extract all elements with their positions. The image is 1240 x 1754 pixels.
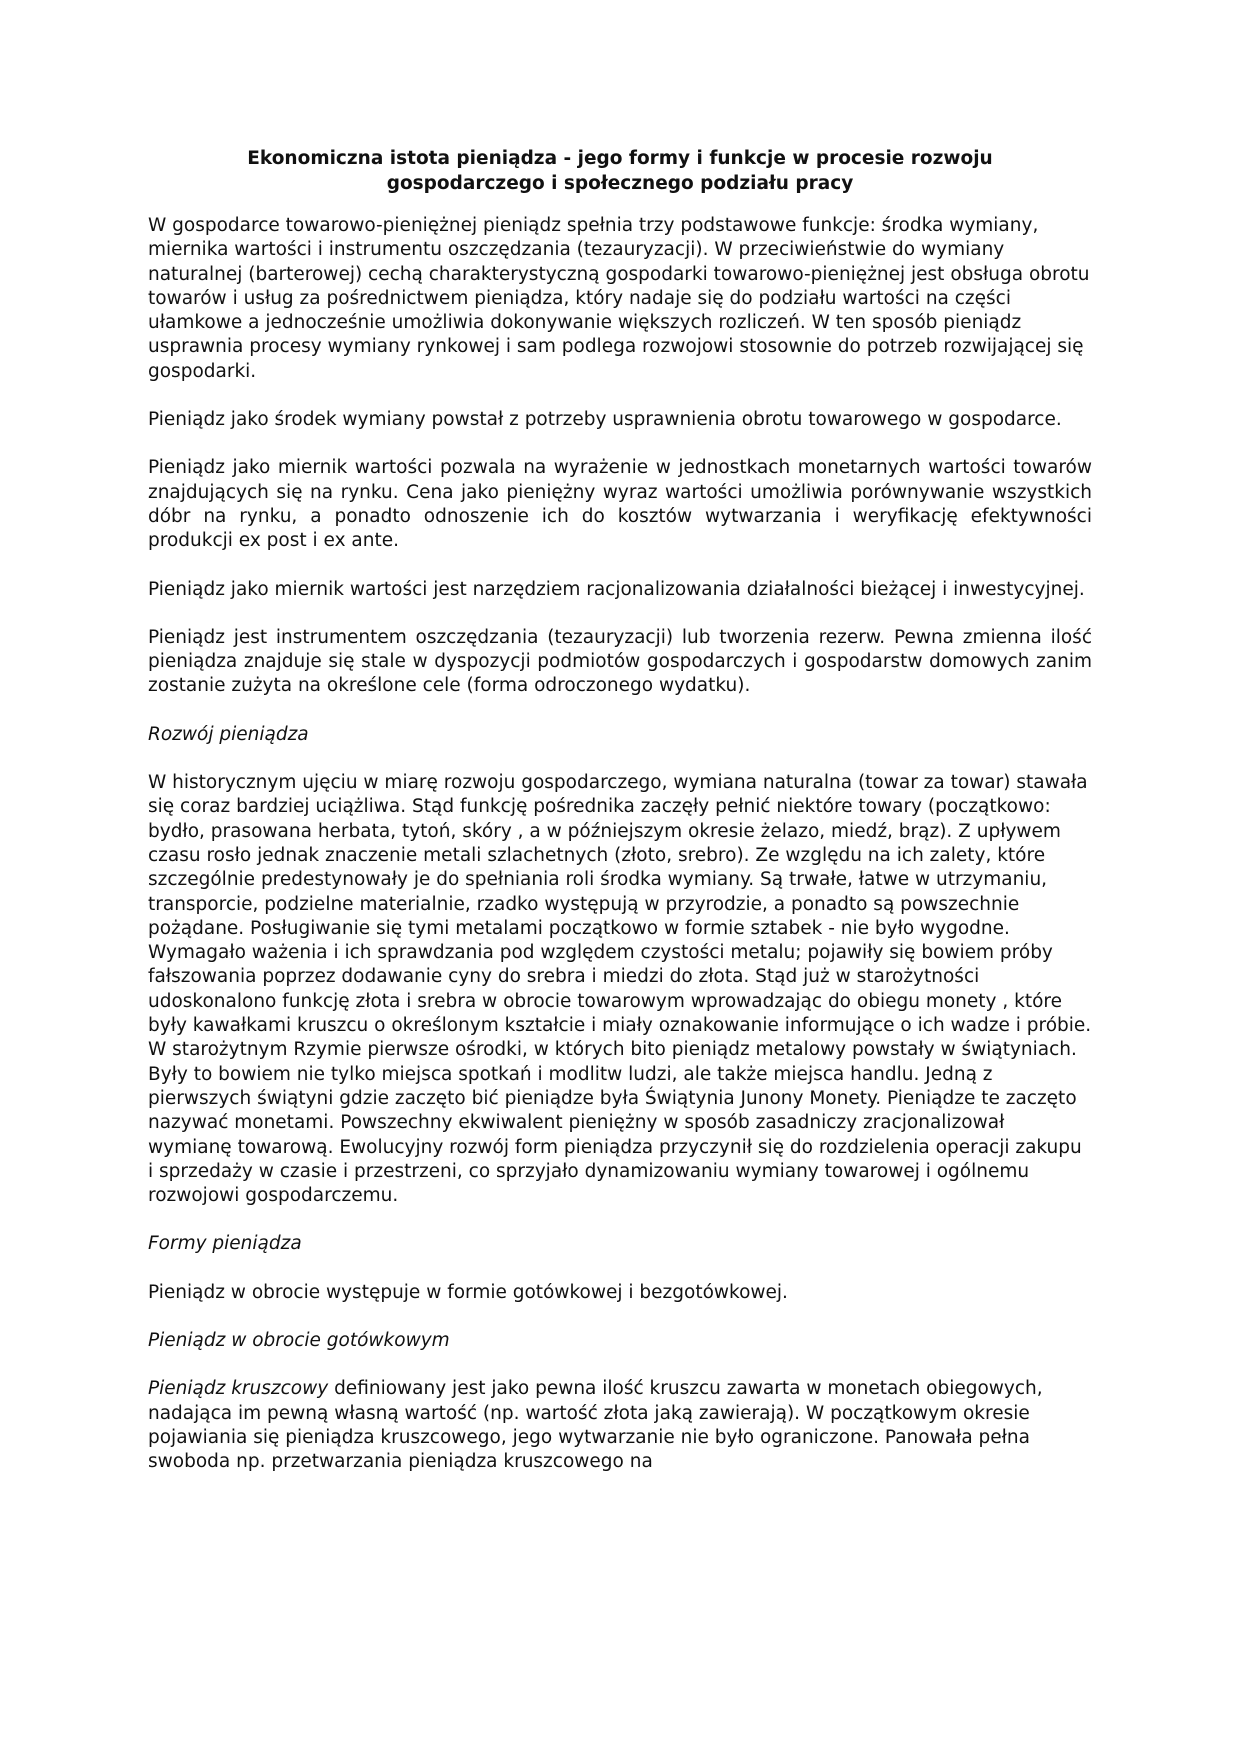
heading-forms: Formy pieniądza (148, 1233, 302, 1255)
paragraph-history: W historycznym ujęciu w miarę rozwoju gospodarczego, wymiana naturalna (towar za towar) stawała się coraz bardziej uciążliwa. Stąd funkcję pośrednika zaczęły pełnić niektóre towary (początkowo: bydło, prasowana herbata, tytoń, skóry , a w późniejszym okresie żelazo, miedź, brąz). Z upływem czasu rosło jednak znaczenie metali szlachetnych (złoto, srebro). Ze względu na ich zalety, które szczególnie predestynowały je do spełniania roli środka wymiany. Są trwałe, łatwe w utrzymaniu, transporcie, podzielne materialnie, rzadko występują w przyrodzie, a ponadto są powszechnie pożądane. Posługiwanie się tymi metalami początkowo w formie sztabek - nie było wygodne. Wymagało ważenia i ich sprawdzania pod względem czystości metalu; pojawiły się bowiem próby fałszowania poprzez dodawanie cyny do srebra i miedzi do złota. Stąd już w starożytności udoskonalono funkcję złota i srebra w obrocie towarowym wprowadzając do obiegu monety , które były kawałkami kruszcu o określonym kształcie i miały oznakowanie informujące o ich wadze i próbie. W starożytnym Rzymie pierwsze ośrodki, w których bito pieniądz metalowy powstały w świątyniach. Były to bowiem nie tylko miejsca spotkań i modlitw ludzi, ale także miejsca handlu. Jedną z pierwszych świątyni gdzie zaczęto bić pieniądze była Świątynia Junony Monety. Pieniądze te zaczęto nazywać monetami. Powszechny ekwiwalent pieniężny w sposób zasadniczy zracjonalizował wymianę towarową. Ewolucyjny rozwój form pieniądza przyczynił się do rozdzielenia operacji zakupu i sprzedaży w czasie i przestrzeni, co sprzyjało dynamizowaniu wymiany towarowej i ogólnemu rozwojowi gospodarczemu. (148, 772, 1092, 1207)
paragraph-measure: Pieniądz jako miernik wartości pozwala na wyrażenie w jednostkach monetarnych wartości towarów znajdujących się na rynku. Cena jako pieniężny wyraz wartości umożliwia porównywanie wszystkich dóbr na rynku, a ponadto odnoszenie ich do kosztów wytwarzania i weryfikację efektywności produkcji ex post i ex ante. (148, 457, 1092, 552)
paragraph-rationalizing: Pieniądz jako miernik wartości jest narzędziem racjonalizowania działalności bieżącej i inwestycyjnej. (148, 578, 1085, 600)
document-page (148, 146, 1092, 1498)
heading-development: Rozwój pieniądza (148, 723, 309, 745)
paragraph-forms: Pieniądz w obrocie występuje w formie gotówkowej i bezgotówkowej. (148, 1281, 788, 1303)
paragraph-bullion-text: definiowany jest jako pewna ilość kruszcu zawarta w monetach obiegowych, nadająca im pewną własną wartość (np. wartość złota jaką zawierają). W początkowym okresie pojawiania się pieniądza kruszcowego, jego wytwarzanie nie było ograniczone. Panowała pełna swoboda np. przetwarzania pieniądza kruszcowego na (148, 1378, 1043, 1473)
term-bullion: Pieniądz kruszcowy (148, 1378, 329, 1400)
paragraph-bullion (148, 1377, 1092, 1474)
document-title (148, 146, 1092, 196)
heading-cash: Pieniądz w obrocie gotówkowym (148, 1329, 450, 1351)
title-line-1: Ekonomiczna istota pieniądza - jego formy i funkcje w procesie rozwoju (247, 148, 993, 169)
paragraph-exchange: Pieniądz jako środek wymiany powstał z potrzeby usprawnienia obrotu towarowego w gospodarce. (148, 409, 1062, 431)
title-line-2: gospodarczego i społecznego podziału pracy (386, 173, 854, 194)
paragraph-saving: Pieniądz jest instrumentem oszczędzania (tezauryzacji) lub tworzenia rezerw. Pewna zmienna ilość pieniądza znajduje się stale w dyspozycji podmiotów gospodarczych i gospodarstw domowych zanim zostanie zużyta na określone cele (forma odroczonego wydatku). (148, 626, 1092, 697)
paragraph-functions: W gospodarce towarowo-pieniężnej pieniądz spełnia trzy podstawowe funkcje: środka wymiany, miernika wartości i instrumentu oszczędzania (tezauryzacji). W przeciwieństwie do wymiany naturalnej (barterowej) cechą charakterystyczną gospodarki towarowo-pieniężnej jest obsługa obrotu towarów i usług za pośrednictwem pieniądza, który nadaje się do podziału wartości na części ułamkowe a jednocześnie umożliwia dokonywanie większych rozliczeń. W ten sposób pieniądz usprawnia procesy wymiany rynkowej i sam podlega rozwojowi stosownie do potrzeb rozwijającej się gospodarki. (148, 215, 1090, 382)
